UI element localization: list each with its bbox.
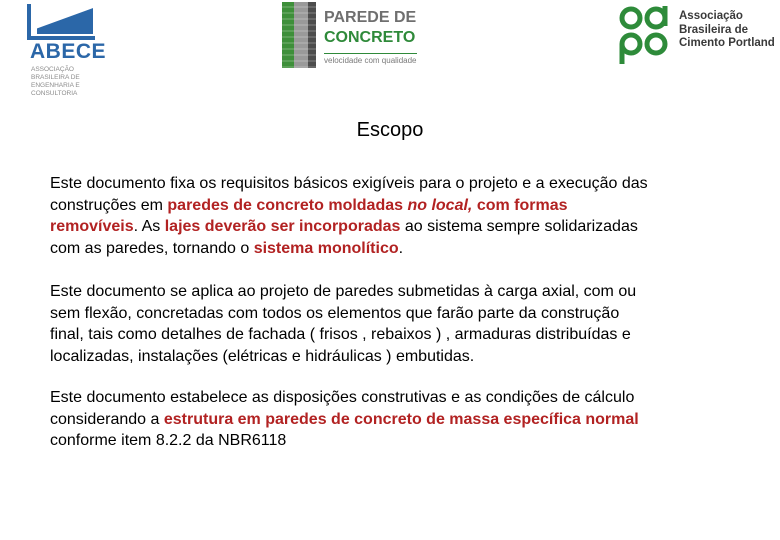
text-line [50,281,750,303]
scope-paragraph-1 [50,173,750,259]
text-line [50,195,750,217]
highlighted-text: com formas [472,196,568,214]
text-segment: Este documento se aplica ao projeto de paredes submetidas à carga axial, com ou [50,283,637,300]
text-line [50,409,750,431]
abece-subtitle-line: BRASILEIRA DE [31,74,80,81]
parede-de-concreto-logo [280,0,430,70]
parede-logo-line2: CONCRETO [324,29,416,46]
parede-logo-line1: PAREDE DE [324,9,417,26]
scope-paragraph-2 [50,281,750,367]
abece-logo-subtitle [31,66,111,98]
document-title: Escopo [356,119,424,141]
abece-logo-name: ABECE [30,40,107,63]
text-segment: Este documento estabelece as disposições construtivas e as condições de cálculo [50,389,635,406]
abece-subtitle-line: ASSOCIAÇÃO [31,66,74,73]
abcp-logo-mark-icon [616,0,674,68]
scope-paragraph-3 [50,387,750,452]
abcp-logo-line: Cimento Portland [679,37,775,49]
text-line [50,324,750,346]
abcp-logo [616,0,780,70]
text-segment: construções em [50,196,168,214]
text-line [50,216,750,238]
abcp-logo-line: Associação [679,10,743,22]
text-line [50,387,750,409]
text-segment: ao sistema sempre solidarizadas [400,218,638,235]
text-segment: considerando a [50,410,164,428]
text-segment: conforme item 8.2.2 da NBR6118 [50,432,287,449]
highlighted-text: lajes deverão ser incorporadas [164,218,401,235]
text-line [50,303,750,325]
abece-logo [27,4,107,100]
text-segment: . As [133,218,165,235]
abcp-logo-text [679,10,775,51]
concrete-wall-icon [282,2,316,68]
abece-subtitle-line: ENGENHARIA E [31,82,80,89]
highlighted-text: paredes de concreto moldadas [167,196,408,214]
text-segment: . [398,239,404,257]
abcp-logo-line: Brasileira de [679,23,749,36]
text-segment: sem flexão, concretadas com todos os elementos que farão parte da construção [50,304,620,322]
text-line [50,238,750,260]
text-line [50,173,750,195]
highlighted-text: removíveis [50,218,134,235]
text-line [50,430,750,452]
abece-subtitle-line: CONSULTORIA [31,90,78,97]
text-line [50,346,750,368]
highlighted-text: no local, [407,196,473,214]
highlighted-text: sistema monolítico [253,239,399,257]
text-segment: final, tais como detalhes de fachada ( frisos , rebaixos ) , armaduras distribuídas e [50,326,631,343]
parede-logo-tagline: velocidade com qualidade [324,53,417,65]
text-segment: com as paredes, tornando o [50,239,254,257]
highlighted-text: estrutura em paredes de concreto de massa específica normal [163,410,639,428]
text-segment: localizadas, instalações (elétricas e hidráulicas ) embutidas. [50,347,475,365]
abece-logo-mark [27,4,95,40]
text-segment: Este documento fixa os requisitos básicos exigíveis para o projeto e a execução das [50,175,648,192]
